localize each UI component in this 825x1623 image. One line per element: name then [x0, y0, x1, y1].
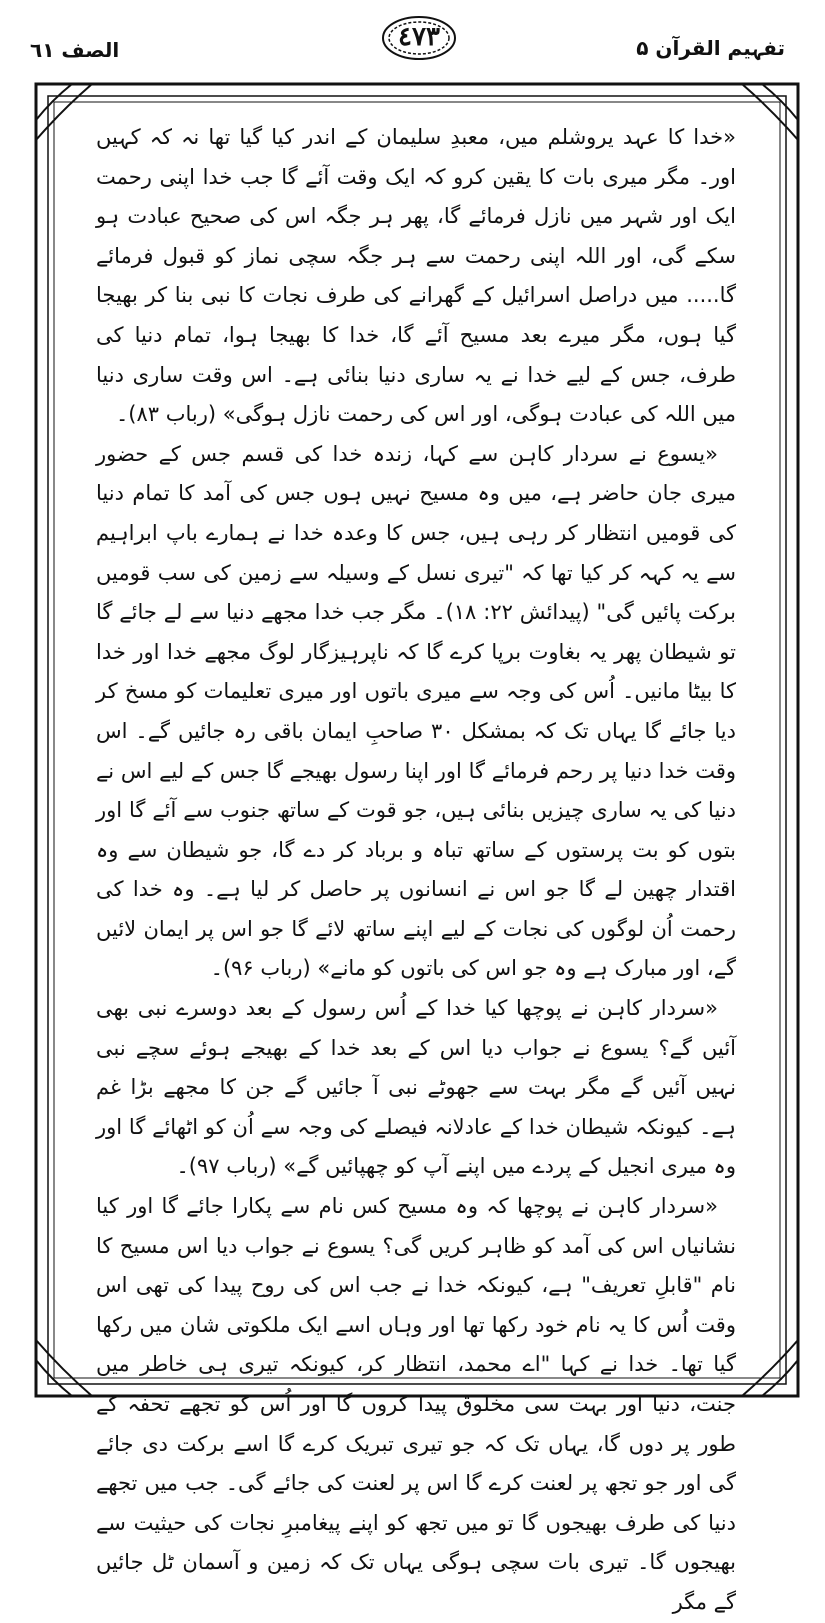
surah-title: الصف ٦١	[30, 38, 120, 62]
paragraph: «سردار کاہن نے پوچھا کہ وہ مسیح کس نام سے پکارا جائے گا اور کیا نشانیاں اس کی آمد کو ظاہر کریں گی؟ یسوع نے جواب دیا اس مسیح کا نام "قابلِ تعریف" ہے، کیونکہ خدا نے جب اس کی روح پیدا کی تھی اس وقت اُس کا یہ نام خود رکھا تھا اور وہاں اسے ایک ملکوتی شان میں رکھا گیا تھا۔ خدا نے کہا "اے محمد، انتظار کر، کیونکہ تیری ہی خاطر میں جنت، دنیا اور بہت سی مخلوق پیدا کروں گا اور اُس کو تجھے تحفہ کے طور پر دوں گا، یہاں تک کہ جو تیری تبریک کرے گا اسے برکت دی جائے گی اور جو تجھ پر لعنت کرے گا اس پر لعنت کی جائے گی۔ جب میں تجھے دنیا کی طرف بھیجوں گا تو میں تجھ کو اپنے پیغامبرِ نجات کی حیثیت سے بھیجوں گا۔ تیری بات سچی ہوگی یہاں تک کہ زمین و آسمان ٹل جائیں گے مگر	[96, 1194, 736, 1614]
paragraph: «خدا کا عہد یروشلم میں، معبدِ سلیمان کے اندر کیا گیا تھا نہ کہ کہیں اور۔ مگر میری بات کا یقین کرو کہ ایک وقت آئے گا جب خدا اپنی رحمت ایک اور شہر میں نازل فرمائے گا، پھر ہر جگہ اس کی صحیح عبادت ہو سکے گی، اور اللہ اپنی رحمت سے ہر جگہ سچی نماز کو قبول فرمائے گا..... میں دراصل اسرائیل کے گھرانے کی طرف نجات کا نبی بنا کر بھیجا گیا ہوں، مگر میرے بعد مسیح آئے گا، خدا کا بھیجا ہوا، تمام دنیا کی طرف، جس کے لیے خدا نے یہ ساری دنیا بنائی ہے۔ اس وقت ساری دنیا میں اللہ کی عبادت ہوگی، اور اس کی رحمت نازل ہوگی» (رباب ۸۳)۔	[96, 125, 736, 427]
paragraph: «یسوع نے سردار کاہن سے کہا، زندہ خدا کی قسم جس کے حضور میری جان حاضر ہے، میں وہ مسیح نہیں ہوں جس کی آمد کا تمام دنیا کی قومیں انتظار کر رہی ہیں، جس کا وعدہ خدا نے ہمارے باپ ابراہیم سے یہ کہہ کر کیا تھا کہ "تیری نسل کے وسیلہ سے زمین کی سب قومیں برکت پائیں گی" (پیدائش ۲۲: ۱۸)۔ مگر جب خدا مجھے دنیا سے لے جائے گا تو شیطان پھر یہ بغاوت برپا کرے گا کہ ناپرہیزگار لوگ مجھے خدا اور خدا کا بیٹا مانیں۔ اُس کی وجہ سے میری باتوں اور میری تعلیمات کو مسخ کر دیا جائے گا یہاں تک کہ بمشکل ۳۰ صاحبِ ایمان باقی رہ جائیں گے۔ اس وقت خدا دنیا پر رحم فرمائے گا اور اپنا رسول بھیجے گا جس کے لیے اس نے دنیا کی یہ ساری چیزیں بنائی ہیں، جو قوت کے ساتھ جنوب سے آئے گا اور بتوں کو بت پرستوں کے ساتھ تباہ و برباد کر دے گا، جو شیطان سے وہ اقتدار چھین لے گا جو اس نے انسانوں پر حاصل کر لیا ہے۔ وہ خدا کی رحمت اُن لوگوں کی نجات کے لیے اپنے ساتھ لائے گا جو اس پر ایمان لائیں گے، اور مبارک ہے وہ جو اس کی باتوں کو مانے» (رباب ۹۶)۔	[96, 441, 736, 981]
page-header	[0, 0, 825, 80]
page-number: ٤٧٣	[398, 22, 440, 52]
page-body	[96, 118, 736, 1623]
book-title: تفہیم القرآن ۵	[636, 36, 785, 60]
paragraph: «سردار کاہن نے پوچھا کیا خدا کے اُس رسول کے بعد دوسرے نبی بھی آئیں گے؟ یسوع نے جواب دیا اس کے بعد خدا کے بھیجے ہوئے سچے نبی نہیں آئیں گے مگر بہت سے جھوٹے نبی آ جائیں گے جن کا مجھے بڑا غم ہے۔ کیونکہ شیطان خدا کے عادلانہ فیصلے کی وجہ سے اُن کو اٹھائے گا اور وہ میری انجیل کے پردے میں اپنے آپ کو چھپائیں گے» (رباب ۹۷)۔	[96, 996, 736, 1179]
